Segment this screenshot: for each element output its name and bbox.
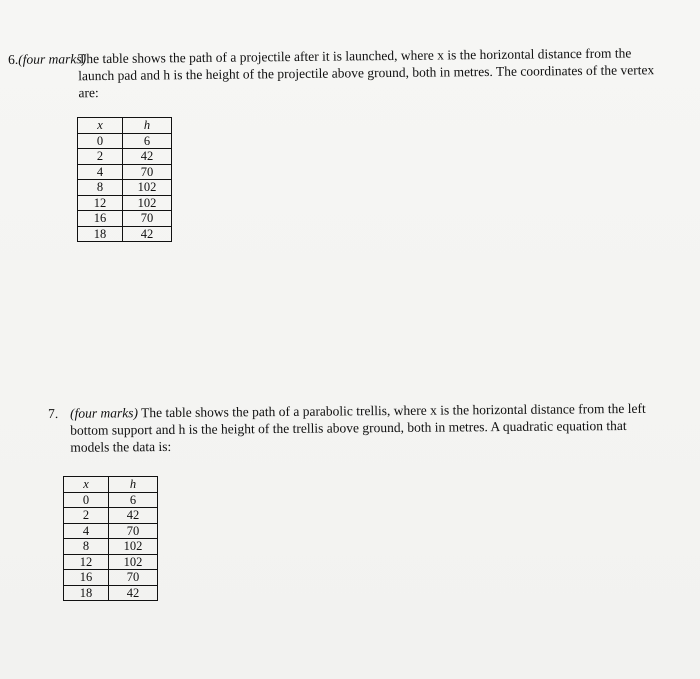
cell-x: 0 bbox=[78, 133, 123, 149]
question-6-line-3: are: bbox=[78, 85, 99, 101]
question-7 bbox=[48, 399, 698, 456]
table-row bbox=[64, 585, 158, 601]
cell-x: 8 bbox=[78, 180, 123, 196]
cell-h: 102 bbox=[109, 554, 158, 570]
table-row bbox=[78, 180, 172, 196]
table-header-row bbox=[64, 477, 158, 493]
question-7-marks: (four marks) bbox=[70, 405, 139, 421]
question-6-line-2: launch pad and h is the height of the projectile above ground, both in metres. The coordinates of the vertex bbox=[78, 62, 655, 84]
cell-x: 0 bbox=[64, 492, 109, 508]
table-row bbox=[78, 133, 172, 149]
question-6-marks: (four marks) bbox=[18, 51, 87, 67]
column-header-x: x bbox=[64, 477, 109, 493]
cell-x: 4 bbox=[64, 523, 109, 539]
question-6-header bbox=[8, 50, 87, 68]
question-7-line-3: models the data is: bbox=[70, 438, 172, 455]
cell-x: 2 bbox=[78, 149, 123, 165]
table-row bbox=[78, 226, 172, 242]
cell-h: 70 bbox=[123, 211, 172, 227]
table-row bbox=[78, 195, 172, 211]
cell-h: 102 bbox=[123, 195, 172, 211]
table-row bbox=[64, 570, 158, 586]
question-6-line-1: The table shows the path of a projectile after it is launched, where x is the horizontal distance from the bbox=[78, 45, 632, 67]
cell-x: 16 bbox=[64, 570, 109, 586]
cell-x: 2 bbox=[64, 508, 109, 524]
table-row bbox=[78, 211, 172, 227]
question-7-number: 7. bbox=[48, 405, 59, 421]
table-row bbox=[64, 508, 158, 524]
cell-x: 8 bbox=[64, 539, 109, 555]
cell-h: 6 bbox=[109, 492, 158, 508]
table-row bbox=[64, 492, 158, 508]
cell-h: 42 bbox=[109, 508, 158, 524]
table-row bbox=[64, 539, 158, 555]
cell-x: 18 bbox=[78, 226, 123, 242]
table-row bbox=[78, 164, 172, 180]
cell-h: 70 bbox=[109, 523, 158, 539]
table-row bbox=[78, 149, 172, 165]
cell-h: 102 bbox=[123, 180, 172, 196]
column-header-h: h bbox=[123, 118, 172, 134]
cell-h: 6 bbox=[123, 133, 172, 149]
question-7-table bbox=[63, 476, 158, 601]
cell-x: 18 bbox=[64, 585, 109, 601]
cell-x: 12 bbox=[64, 554, 109, 570]
column-header-x: x bbox=[78, 118, 123, 134]
cell-x: 12 bbox=[78, 195, 123, 211]
column-header-h: h bbox=[109, 477, 158, 493]
question-6-table bbox=[77, 117, 172, 242]
table-header-row bbox=[78, 118, 172, 134]
table-row bbox=[64, 523, 158, 539]
question-7-line-2: bottom support and h is the height of the trellis above ground, both in metres. A quadratic equation that bbox=[70, 417, 627, 438]
cell-h: 70 bbox=[109, 570, 158, 586]
cell-h: 70 bbox=[123, 164, 172, 180]
cell-x: 4 bbox=[78, 164, 123, 180]
question-6 bbox=[8, 44, 678, 102]
cell-h: 102 bbox=[109, 539, 158, 555]
cell-h: 42 bbox=[109, 585, 158, 601]
table-row bbox=[64, 554, 158, 570]
question-6-number: 6. bbox=[8, 51, 19, 67]
cell-x: 16 bbox=[78, 211, 123, 227]
question-7-line-1: The table shows the path of a parabolic trellis, where x is the horizontal distance from the left bbox=[141, 400, 646, 421]
cell-h: 42 bbox=[123, 226, 172, 242]
cell-h: 42 bbox=[123, 149, 172, 165]
